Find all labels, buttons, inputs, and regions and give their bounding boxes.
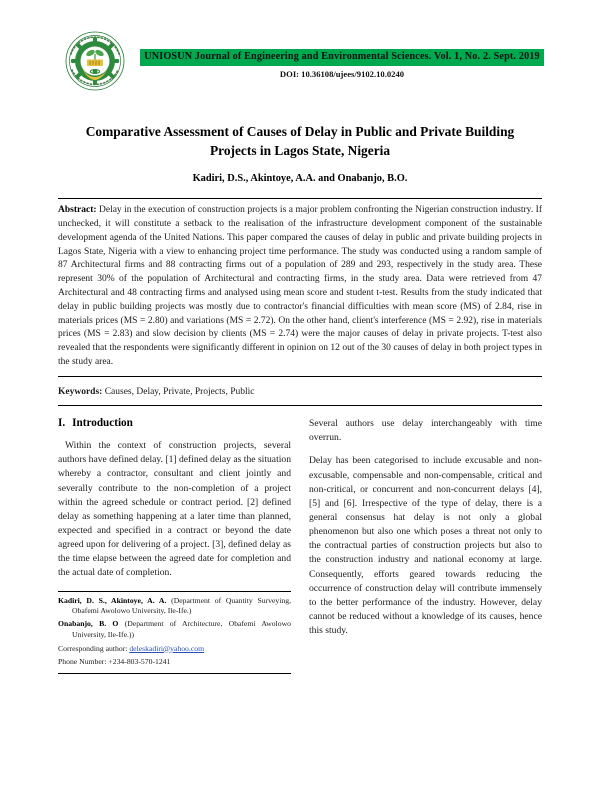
keywords-section [58, 386, 542, 406]
journal-doi[interactable]: DOI: 10.36108/ujees/9102.10.0240 [279, 68, 405, 79]
paper-authors: Kadiri, D.S., Akintoye, A.A. and Onabanjo, B.O. [192, 173, 408, 185]
paper-page [0, 28, 600, 804]
intro-paragraph-right-2: Delay has been categorised to include excusable and non-excusable, compensable and non-compensable, critical and non-critical, or concurrent and non-concurrent delays [4], [5] and [6]. Irrespective of the type of delay, there is a general consensus hat delay is not only a global phenomenon but also one which poses a threat not only to the contractual parties of construction projects but also to the construction industry and national economy at large. Consequently, efforts geared towards reducing the occurrence of construction delay will contribute immensely to the better performance of the industry. However, delay cannot be reduced without a knowledge of its causes, hence this study. [309, 455, 542, 637]
abstract-paragraph [58, 204, 542, 370]
journal-banner-block [133, 46, 551, 79]
footnote-author-2-affiliation: (Department of Architecture, Obafemi Awolowo University, Ile-Ife.)) [72, 619, 292, 639]
abstract-label: Abstract: [58, 205, 97, 216]
footnote-author-2 [58, 619, 291, 641]
footnote-corresponding-author [58, 644, 291, 655]
column-right [309, 417, 542, 638]
abstract-section [58, 198, 542, 377]
corresponding-author-label: Corresponding author: [58, 643, 128, 653]
footnote-author-1-name: Kadiri, D. S., Akintoye, A. A. [58, 595, 167, 605]
author-footnote-block [58, 591, 291, 675]
section-numeral: I. [58, 417, 66, 430]
uniosun-journal-seal-icon [62, 30, 128, 92]
section-heading-introduction [58, 417, 291, 429]
abstract-body: Delay in the execution of construction projects is a major problem confronting the Nigerian construction industry. If unchecked, it will constitute a setback to the realisation of the infrastructure development component of the sustainable development agenda of the United Nations. This paper compared the causes of delay in public and private building projects in Lagos State, Nigeria with a view to enhancing project time performance. The study was conducted using a random sample of 87 Architectural firms and 88 contracting firms out of a population of 289 and 293, respectively in the study area. These represent 30% of the population of Architectural and contracting firms, in the study area. Data were retrieved from 47 Architectural and 48 contracting firms and analysed using mean score and student t-test. Results from the study indicated that delay in public building projects was mostly due to contractor's financial difficulties with mean score (MS) of 2.84, rise in materials prices (MS = 2.80) and variations (MS = 2.72). On the other hand, client's interference (MS = 2.92), rise in materials prices (MS = 2.83) and slow decision by clients (MS = 2.74) were the major causes of delay in private projects. T-test also revealed that the respondents were significantly different in opinion on 12 out of the 30 causes of delay in both project types in the study area. [58, 205, 542, 367]
body-columns [58, 417, 542, 674]
paper-title: Comparative Assessment of Causes of Delay in Public and Private Building Projects in Lagos State, Nigeria [85, 124, 515, 159]
footnote-inner [58, 596, 291, 675]
footnote-phone: Phone Number: +234-803-570-1241 [58, 657, 171, 667]
intro-paragraph-right-1: Several authors use delay interchangeably with time overrun. [309, 418, 542, 444]
keywords-label: Keywords: [58, 386, 103, 397]
corresponding-author-email-link[interactable]: deleskadiri@yahoo.com [129, 643, 205, 653]
section-title: Introduction [72, 417, 133, 430]
keywords-list: Causes, Delay, Private, Projects, Public [104, 386, 255, 397]
footnote-author-1-affiliation: (Department of Quantity Surveying, Obafemi Awolowo University, Ile-Ife.) [72, 595, 292, 616]
journal-masthead [0, 28, 600, 98]
column-left [58, 417, 291, 674]
footnote-author-1 [58, 596, 291, 618]
journal-banner-title: UNIOSUN Journal of Engineering and Environmental Sciences. Vol. 1, No. 2. Sept. 2019 [140, 49, 544, 66]
intro-paragraph-left-1: Within the context of construction projects, several authors have defined delay. [1] defined delay as the situation whereby a contractor, consultant and client jointly and severally contribute to the non-completion of a project within the agreed schedule or contract period. [2] defined delay as something happening at a later time than planned, expected and specified in a contract or beyond the date agreed upon for delivering of a project. [3], defined delay as the time elapse between the agreed date for completion and the actual date of completion. [58, 440, 291, 579]
footnote-author-2-name: Onabanjo, B. O [58, 619, 119, 629]
